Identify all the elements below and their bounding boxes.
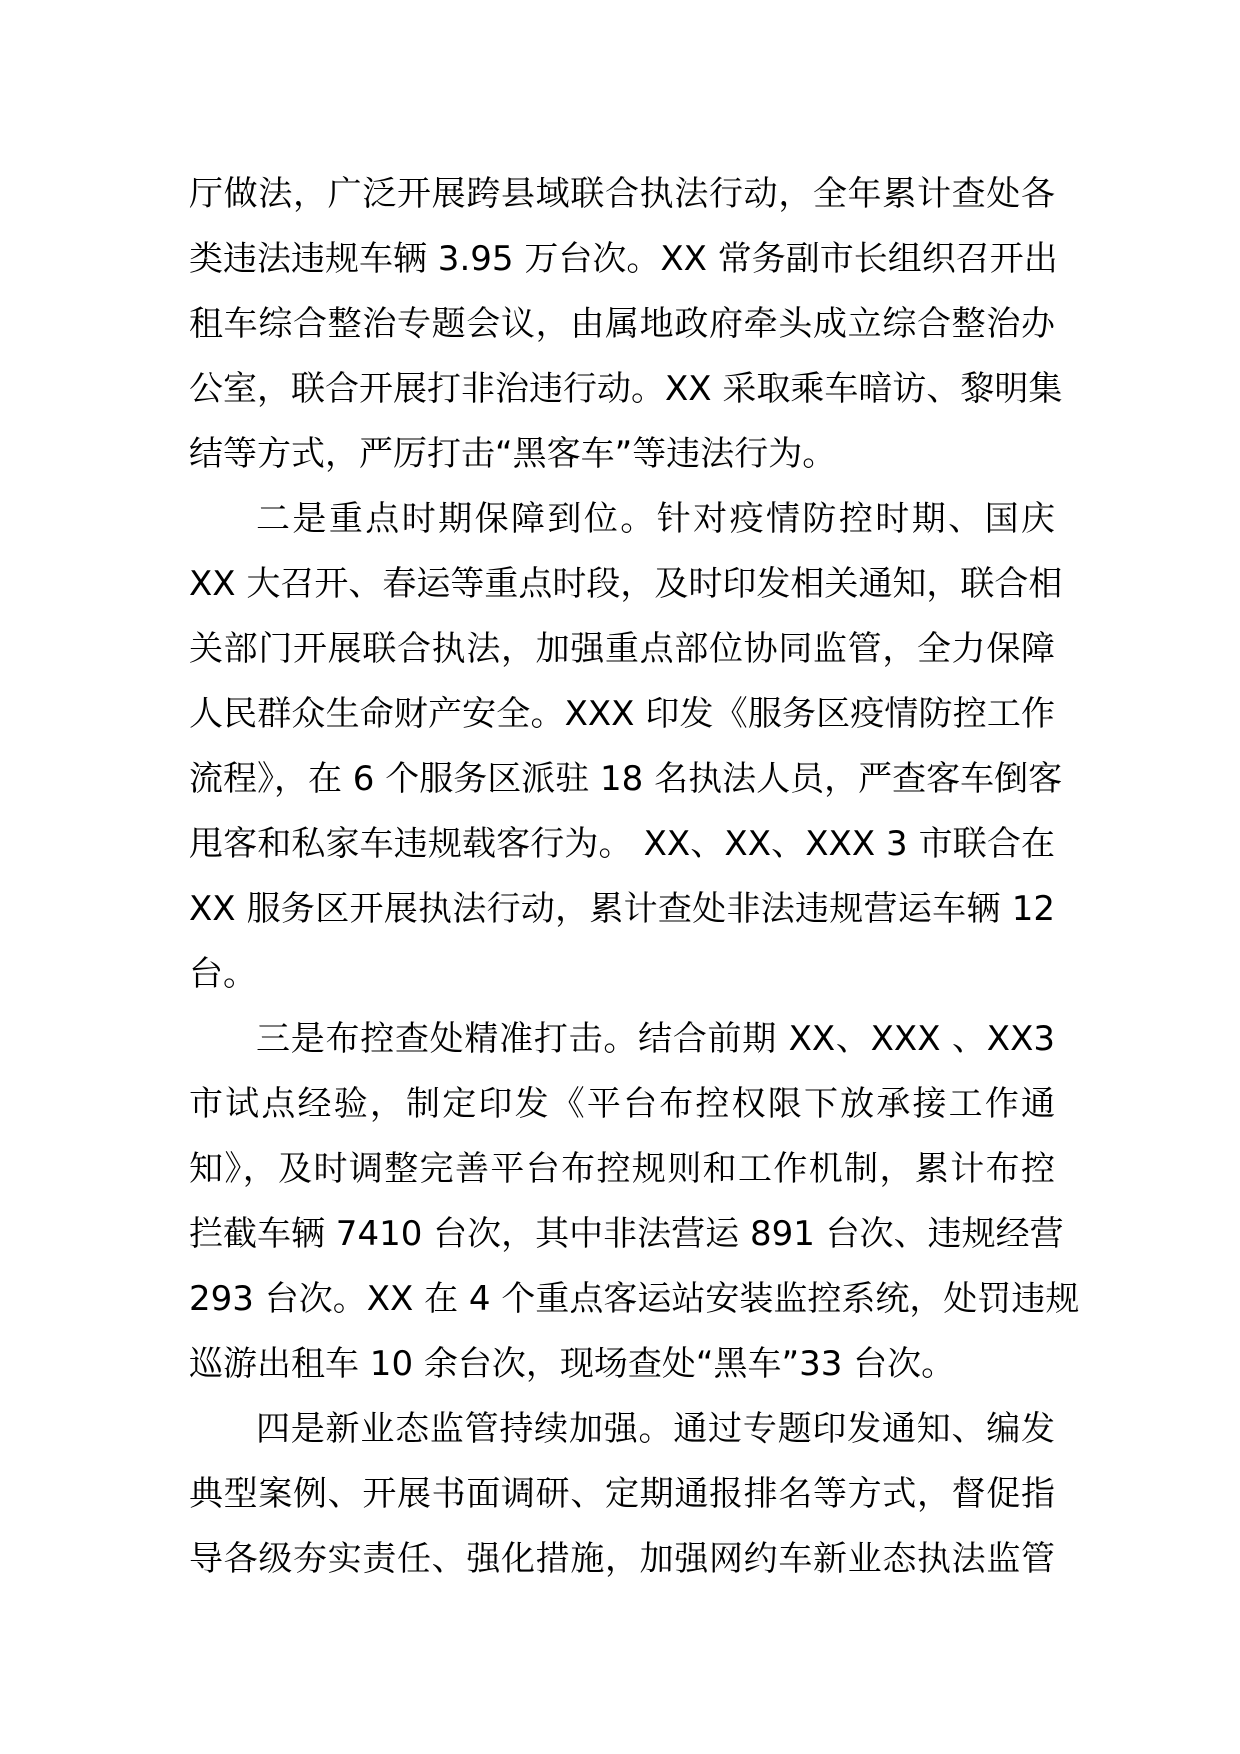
text-line: XX 大召开、春运等重点时段，及时印发相关通知，联合相 xyxy=(189,564,1063,604)
paragraph-first-line: 三是布控查处精准打击。结合前期 XX、XXX 、XX3 xyxy=(256,1019,1055,1059)
text-line: 知》，及时调整完善平台布控规则和工作机制，累计布控 xyxy=(189,1149,1055,1189)
text-line: 导各级夯实责任、强化措施，加强网约车新业态执法监管 xyxy=(189,1539,1055,1579)
text-line: 甩客和私家车违规载客行为。 XX、XX、XXX 3 市联合在 xyxy=(189,824,1055,864)
document-body xyxy=(189,162,1080,1592)
text-line: 类违法违规车辆 3.95 万台次。XX 常务副市长组织召开出 xyxy=(189,239,1058,279)
text-line: 市试点经验，制定印发《平台布控权限下放承接工作通 xyxy=(189,1084,1055,1124)
text-line: 关部门开展联合执法，加强重点部位协同监管，全力保障 xyxy=(189,629,1055,669)
text-line: 租车综合整治专题会议，由属地政府牵头成立综合整治办 xyxy=(189,304,1055,344)
text-line: XX 服务区开展执法行动，累计查处非法违规营运车辆 12 xyxy=(189,889,1055,929)
text-line: 293 台次。XX 在 4 个重点客运站安装监控系统，处罚违规 xyxy=(189,1279,1080,1319)
text-line: 厅做法，广泛开展跨县域联合执法行动，全年累计查处各 xyxy=(189,174,1055,214)
text-line: 人民群众生命财产安全。XXX 印发《服务区疫情防控工作 xyxy=(189,694,1055,734)
paragraph-first-line: 四是新业态监管持续加强。通过专题印发通知、编发 xyxy=(256,1409,1055,1449)
text-line: 结等方式，严厉打击“黑客车”等违法行为。 xyxy=(189,434,837,474)
text-line: 巡游出租车 10 余台次，现场查处“黑车”33 台次。 xyxy=(189,1344,956,1384)
text-line: 典型案例、开展书面调研、定期通报排名等方式，督促指 xyxy=(189,1474,1055,1514)
text-line: 拦截车辆 7410 台次，其中非法营运 891 台次、违规经营 xyxy=(189,1214,1064,1254)
text-line: 公室，联合开展打非治违行动。XX 采取乘车暗访、黎明集 xyxy=(189,369,1063,409)
text-line: 台。 xyxy=(189,954,257,994)
text-line: 流程》，在 6 个服务区派驻 18 名执法人员，严查客车倒客 xyxy=(189,759,1063,799)
paragraph-first-line: 二是重点时期保障到位。针对疫情防控时期、国庆 xyxy=(256,499,1055,539)
